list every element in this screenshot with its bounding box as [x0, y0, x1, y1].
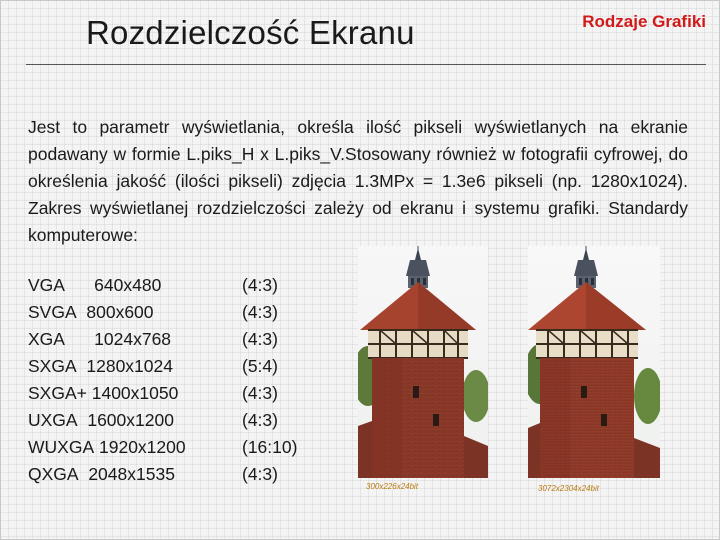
standard-name: SVGA: [28, 302, 77, 322]
body-paragraph: Jest to parametr wyświetlania, określa ilość pikseli wyświetlanych na ekranie podawany w formie L.piks_H x L.piks_V.Stosowany również w fotografii cyfrowej, do określenia jakość (ilości pikseli) zdjęcia 1.3MPx = 1.3e6 pikseli (np. 1280x1024). Zakres wyświetlanej rozdzielczości zależy od ekranu i systemu grafiki. Standardy komputerowe:: [28, 117, 688, 245]
standard-resolution: 1600x1200: [87, 410, 174, 430]
standard-ratio: (16:10): [242, 437, 298, 457]
standard-resolution: 1280x1024: [86, 356, 173, 376]
standards-list: [28, 272, 298, 488]
standard-ratio: (4:3): [242, 464, 278, 484]
standard-resolution: 2048x1535: [88, 464, 175, 484]
standard-ratio: (4:3): [242, 275, 278, 295]
tower-photo-low-res: [358, 246, 488, 478]
standard-resolution: 1920x1200: [99, 437, 186, 457]
standard-resolution: 640x480: [94, 275, 162, 295]
standard-ratio: (4:3): [242, 302, 278, 322]
title-divider: [26, 64, 706, 65]
standard-row: [28, 407, 278, 434]
category-label: Rodzaje Grafiki: [582, 12, 706, 31]
standard-row: [28, 434, 298, 461]
standard-row: [28, 272, 278, 299]
tower-photo-high-res: [528, 246, 660, 478]
standard-name: WUXGA: [28, 437, 95, 457]
slide-title: Rozdzielczość Ekranu: [86, 14, 415, 51]
standard-resolution: 1024x768: [94, 329, 172, 349]
image-caption-high-res: 3072x2304x24bit: [538, 484, 599, 493]
standard-ratio: (4:3): [242, 410, 278, 430]
standard-row: [28, 353, 278, 380]
standard-row: [28, 461, 278, 488]
standard-name: XGA: [28, 329, 65, 349]
standard-resolution: 1400x1050: [91, 383, 179, 403]
standard-name: SXGA+: [28, 383, 87, 403]
standard-name: VGA: [28, 275, 65, 295]
standard-ratio: (4:3): [242, 383, 278, 403]
standard-name: SXGA: [28, 356, 77, 376]
standard-row: [28, 326, 278, 353]
standard-ratio: (5:4): [242, 356, 278, 376]
standard-row: [28, 299, 278, 326]
standard-ratio: (4:3): [242, 329, 278, 349]
standard-resolution: 800x600: [86, 302, 154, 322]
standard-name: UXGA: [28, 410, 78, 430]
image-caption-low-res: 300x226x24bit: [366, 482, 419, 491]
standard-name: QXGA: [28, 464, 79, 484]
standard-row: [28, 380, 278, 407]
